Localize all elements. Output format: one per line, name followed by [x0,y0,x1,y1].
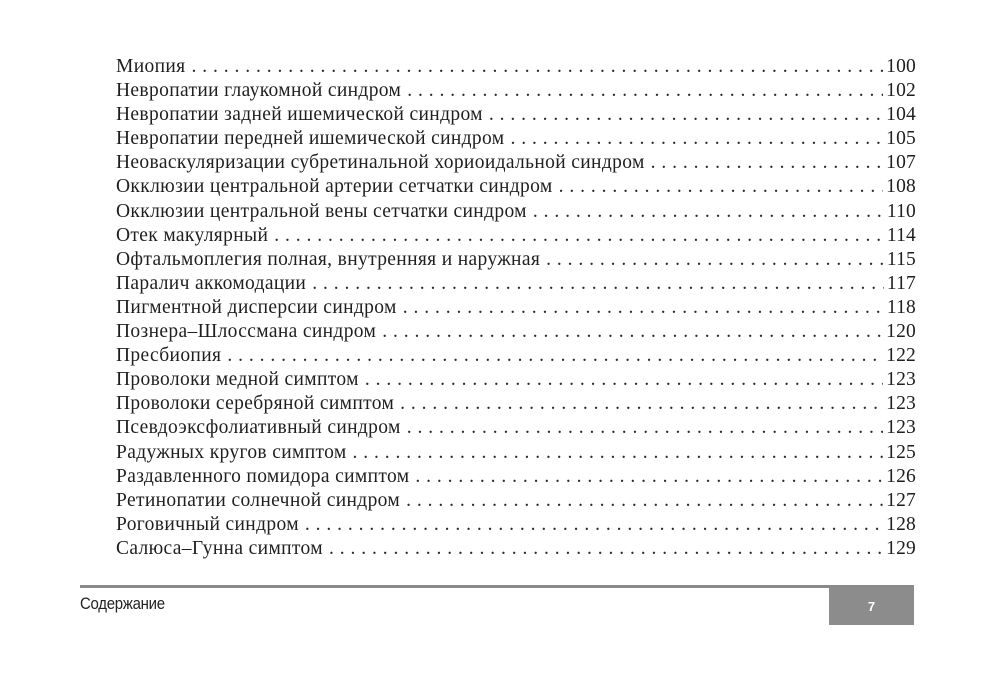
toc-entry[interactable] [116,175,916,199]
toc-entry[interactable] [116,465,916,489]
toc-dot-leader [329,537,883,561]
toc-entry[interactable] [116,103,916,127]
toc-entry-page: 108 [886,176,916,198]
toc-dot-leader [510,127,883,151]
toc-entry-page: 100 [886,56,916,77]
toc-entry-page: 122 [886,345,916,367]
toc-entry[interactable] [116,344,916,368]
toc-dot-leader [191,55,883,79]
toc-dot-leader [651,151,884,175]
toc-entry-title: Миопия [116,56,186,77]
toc-entry[interactable] [116,127,916,151]
toc-entry-page: 104 [886,104,916,126]
toc-dot-leader [489,103,883,127]
toc-entry-title: Ретинопатии солнечной синдром [116,489,401,511]
toc-entry-title: Салюса–Гунна симптом [116,537,323,559]
toc-entry-page: 129 [886,537,916,559]
toc-entry[interactable] [116,79,916,103]
toc-entry-title: Отек макулярный [116,224,269,246]
toc-entry-page: 120 [886,321,916,343]
toc-entry-title: Паралич аккомодации [116,272,307,294]
toc-dot-leader [403,296,884,320]
toc-entry-page: 126 [886,465,916,487]
toc-dot-leader [559,175,884,199]
toc-entry-title: Окклюзии центральной артерии сетчатки синдром [116,176,553,198]
toc-entry-title: Псевдоэксфолиативный синдром [116,417,401,439]
toc-entry-title: Раздавленного помидора симптом [116,465,410,487]
toc-entry-page: 117 [886,272,916,294]
toc-entry-title: Офтальмоплегия полная, внутренняя и наружная [116,248,541,270]
toc-entry-page: 123 [886,369,916,391]
footer-divider [80,585,914,588]
toc-dot-leader [312,272,884,296]
toc-dot-leader [415,465,883,489]
toc-entry-page: 123 [886,393,916,415]
toc-entry-page: 107 [886,152,916,174]
toc-entry-page: 114 [886,224,916,246]
toc-entry-page: 123 [886,417,916,439]
toc-entry-title: Невропатии задней ишемической синдром [116,104,483,126]
toc-entry-page: 115 [886,248,916,270]
toc-entry-title: Проволоки медной симптом [116,369,359,391]
toc-entry-page: 118 [886,296,916,318]
toc-entry-title: Пресбиопия [116,345,222,367]
toc-entry-title: Радужных кругов симптом [116,441,347,463]
toc-dot-leader [407,416,883,440]
toc-entry-page: 105 [886,128,916,150]
toc-entry[interactable] [116,151,916,175]
toc-entry-page: 127 [886,489,916,511]
toc-entry[interactable] [116,489,916,513]
toc-entry-title: Неоваскуляризации субретинальной хориоидальной синдром [116,152,645,174]
toc-dot-leader [533,200,884,224]
toc-entry-title: Пигментной дисперсии синдром [116,296,397,318]
page-number: 7 [867,599,876,614]
toc-entry[interactable] [116,272,916,296]
toc-entry-title: Познера–Шлоссмана синдром [116,321,377,343]
toc-entry[interactable] [116,224,916,248]
toc-entry-page: 110 [886,200,916,222]
toc-entry-page: 125 [886,441,916,463]
toc-entry[interactable] [116,537,916,561]
toc-dot-leader [274,224,884,248]
table-of-contents [116,55,916,561]
toc-entry-page: 102 [886,80,916,102]
toc-entry-title: Роговичный синдром [116,513,299,535]
toc-dot-leader [365,368,883,392]
toc-dot-leader [400,392,883,416]
toc-entry-title: Проволоки серебряной симптом [116,393,395,415]
toc-dot-leader [546,248,884,272]
toc-entry[interactable] [116,320,916,344]
toc-entry[interactable] [116,441,916,465]
toc-dot-leader [227,344,883,368]
toc-entry[interactable] [116,513,916,537]
toc-entry[interactable] [116,368,916,392]
toc-entry[interactable] [116,55,916,79]
toc-entry[interactable] [116,200,916,224]
toc-dot-leader [382,320,883,344]
toc-entry[interactable] [116,416,916,440]
toc-dot-leader [305,513,883,537]
toc-dot-leader [407,79,883,103]
toc-dot-leader [353,441,884,465]
toc-entry[interactable] [116,296,916,320]
footer-section-title: Содержание [80,594,165,613]
toc-entry[interactable] [116,248,916,272]
toc-entry[interactable] [116,392,916,416]
toc-dot-leader [406,489,883,513]
toc-entry-page: 128 [886,513,916,535]
toc-entry-title: Невропатии передней ишемической синдром [116,128,505,150]
page-number-badge [829,588,914,625]
toc-entry-title: Невропатии глаукомной синдром [116,80,402,102]
toc-entry-title: Окклюзии центральной вены сетчатки синдром [116,200,527,222]
